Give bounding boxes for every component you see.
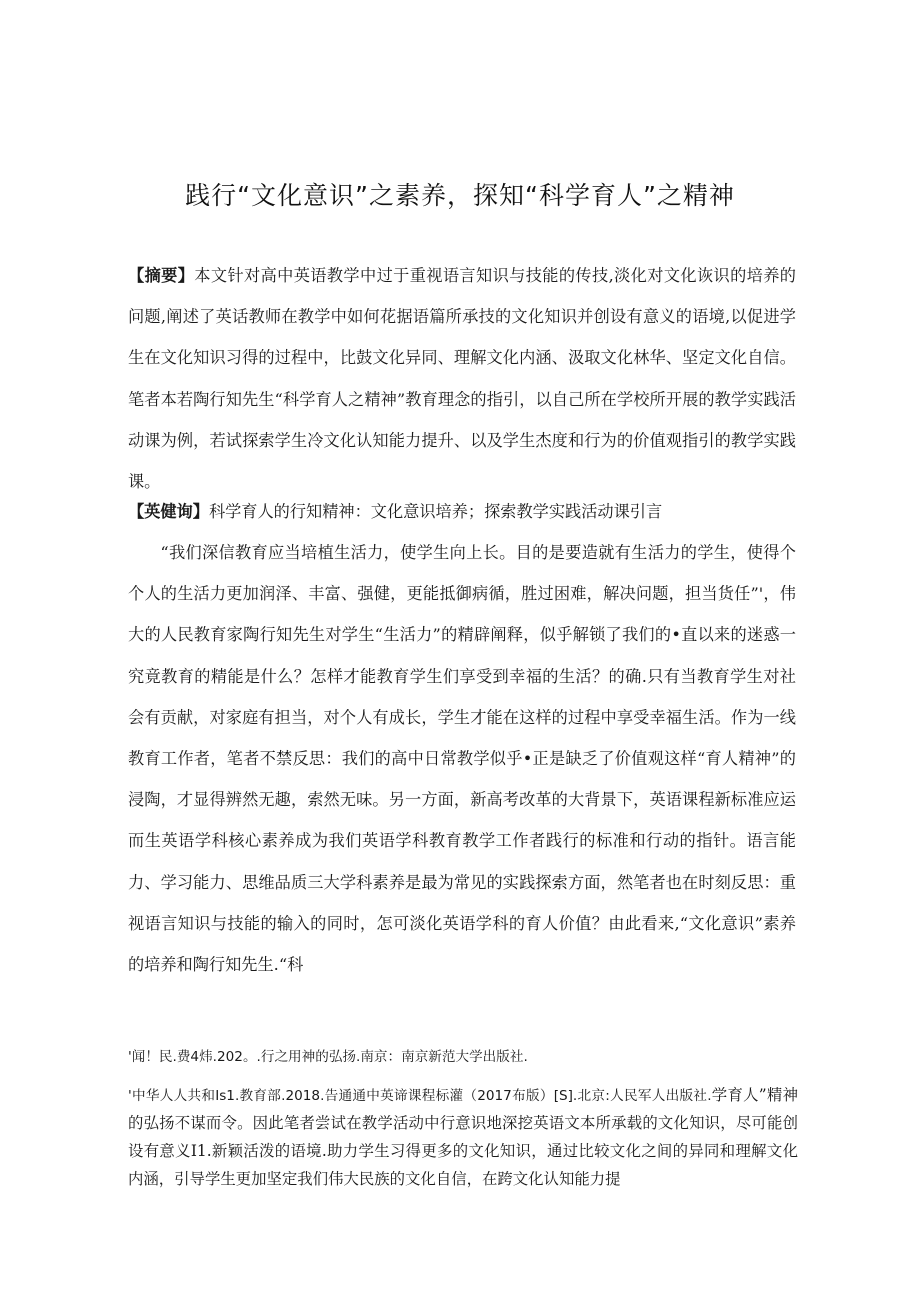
footnote-2-reference: '中华人人共和Is1.教育部.2018.告通通中英谛课程标灌（2017布版）[S].北京:人民军人出版社.: [128, 1088, 712, 1104]
abstract-paragraph: [128, 255, 796, 502]
keywords-text: 科学育人的行知精神：文化意识培养；探索教学实践活动课引言: [208, 502, 663, 521]
keywords-paragraph: [128, 491, 796, 532]
document-title: 践行“文化意识”之素养，探知“科学育人”之精神: [185, 181, 735, 210]
abstract-text: 本文针对高中英语教学中过于重视语言知识与技能的传技,淡化对文化诙识的培养的问题,阐述了英话教师在教学中如何花据语篇所承技的文化知识并创设有意义的语境,以促进学生在文化知识习得的过程中，比鼓文化异同、理解文化内涵、汲取文化林华、坚定文化自信。笔者本若陶行知先生“科学育人之精神”教育理念的指引，以自己所在学校所开展的教学实践活动课为例，若试探索学生冷文化认知能力提升、以及学生杰度和行为的价值观指引的教学实践课。: [128, 266, 796, 492]
footnote-2: [128, 1082, 798, 1194]
keywords-label: 【英健询】: [128, 502, 209, 521]
main-paragraph: “我们深信教育应当培植生活力，使学生向上长。目的是要造就有生活力的学生，使得个个人的生活力更加润泽、丰富、强健，更能抵御病循，胜过困难，解决问题，担当货任”'，伟大的人民教育家陶行知先生对学生“生活力”的精辟阐释，似乎解锁了我们的•直以来的迷惑一究竟教育的精能是什么？怎样才能教育学生们享受到幸福的生活？的确.只有当教育学生对社会有贡献，对家庭有担当，对个人有成长，学生才能在这样的过程中享受幸福生活。作为一线教育工作者，笔者不禁反思：我们的高中日常教学似乎•正是缺乏了价值观这样“育人精神”的浸陶，才显得辨然无趣，索然无味。另一方面，新高考改革的大背景下，英语课程新标准应运而生英语学科核心素养成为我们英语学科教育教学工作者践行的标准和行动的指针。语言能力、学习能力、思维品质三大学科素养是最为常见的实践探索方面，然笔者也在时刻反思：重视语言知识与技能的输入的同时，怎可淡化英语学科的育人价值？由此看来,“文化意识”素养的培养和陶行知先生.“科: [128, 543, 796, 975]
footnote-1: '闻！民.费4炜.202。.行之用神的弘扬.南京：南京新范大学出版社.: [128, 1049, 528, 1065]
abstract-label: 【摘要】: [128, 266, 195, 285]
footnote-2-continuation: 学育人”精神的弘扬不谋而令。因此笔者尝试在教学活动中行意识地深挖英语文本所承载的文化知识，尽可能创设有意义I1.新颖活泼的语境.助力学生习得更多的文化知识，通过比较文化之间的异同和理解文化内涵，引导学生更加坚定我们伟大民族的文化自信，在跨文化认知能力提: [128, 1086, 799, 1188]
